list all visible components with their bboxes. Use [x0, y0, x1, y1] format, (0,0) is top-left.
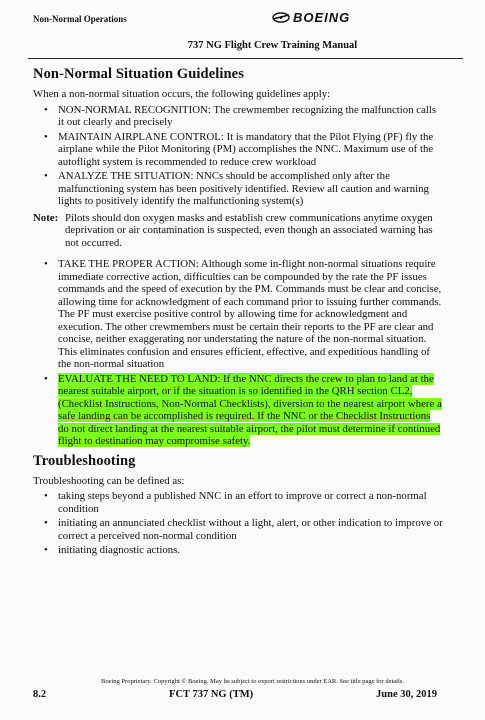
list-item-text: initiating diagnostic actions. [58, 544, 181, 556]
troubleshooting-heading: Troubleshooting [33, 452, 136, 469]
boeing-symbol-icon [271, 11, 291, 24]
boeing-wordmark: BOEING [293, 10, 351, 25]
list-item [33, 544, 443, 557]
guidelines-intro: When a non-normal situation occurs, the following guidelines apply: [33, 88, 331, 100]
bullet-icon: • [44, 103, 48, 116]
note-block [33, 212, 443, 250]
list-item-text: NON-NORMAL RECOGNITION: The crewmember recognizing the malfunction calls it out clearly and precisely [58, 103, 437, 128]
list-item-text: taking steps beyond a published NNC in an effort to improve or correct a non-normal condition [58, 490, 427, 515]
bullet-icon: • [44, 130, 48, 143]
list-item [33, 373, 443, 448]
list-item [33, 258, 443, 371]
list-item [33, 170, 443, 208]
document-code: FCT 737 NG (TM) [169, 689, 254, 700]
highlighted-list-item-text: EVALUATE THE NEED TO LAND: If the NNC directs the crew to plan to land at the nearest suitable airport, or if the situation is so identified in the QRH section CL2, (Checklist Instructions, Non-Normal Checklists), diversion to the nearest airport where a safe landing can be accomplished is required. If the NNC or the Checklist Instructions do not direct landing at the nearest suitable airport, the pilot must determine if continued flight to destination may compromise safety. [58, 372, 442, 447]
page-content [33, 66, 443, 561]
list-item-text: ANALYZE THE SITUATION: NNCs should be accomplished only after the malfunctioning system has been positively identified. Review all caution and warning lights to positively identify the malfunctioning system(s) [58, 170, 429, 207]
footer-legal: Boeing Proprietary. Copyright © Boeing. May be subject to export restrictions under EAR. See title page for details. [101, 678, 404, 685]
list-item [33, 490, 443, 515]
manual-title: 737 NG Flight Crew Training Manual [187, 40, 358, 51]
footer [33, 689, 437, 700]
bullet-icon: • [44, 170, 48, 182]
page-number: 8.2 [33, 689, 47, 700]
bullet-icon: • [44, 372, 48, 385]
list-item-text: initiating an annunciated checklist without a light, alert, or other indication to improve or correct a perceived non-normal condition [58, 517, 443, 542]
header-divider [28, 58, 463, 59]
guidelines-list-b [33, 258, 443, 448]
troubleshooting-intro: Troubleshooting can be defined as: [33, 474, 185, 487]
section-header: Non-Normal Operations [33, 14, 127, 24]
list-item [33, 517, 443, 542]
bullet-icon: • [44, 517, 48, 529]
list-item [33, 131, 443, 169]
bullet-icon: • [44, 490, 48, 502]
note-text: Pilots should don oxygen masks and establish crew communications anytime oxygen deprivation or air contamination is suspected, even though an associated warning has not occurred. [65, 211, 433, 249]
troubleshooting-list [33, 490, 443, 557]
guidelines-heading: Non-Normal Situation Guidelines [33, 66, 244, 82]
guidelines-list-a [33, 104, 443, 208]
bullet-icon: • [44, 258, 48, 270]
list-item [33, 104, 443, 129]
list-item-text: TAKE THE PROPER ACTION: Although some in-flight non-normal situations require immediate corrective action, difficulties can be compounded by the rate the PF issues commands and the speed of execution by the PM. Commands must be clear and concise, allowing time for acknowledgment of each command prior to issuing further commands. The PF must exercise positive control by allowing time for acknowledgment and execution. The other crewmembers must be certain their reports to the PF are clear and concise, neither exaggerating nor understating the nature of the non-normal situation. This eliminates confusion and ensures efficient, effective, and expeditious handling of the non-normal situation [58, 258, 442, 370]
revision-date: June 30, 2019 [376, 689, 437, 700]
bullet-icon: • [44, 544, 48, 556]
note-label: Note: [33, 211, 59, 224]
boeing-logo [271, 10, 350, 25]
list-item-text: MAINTAIN AIRPLANE CONTROL: It is mandatory that the Pilot Flying (PF) fly the airplane while the Pilot Monitoring (PM) accomplishes the NNC. Maximum use of the autoflight system is recommended to reduce crew workload [58, 130, 434, 168]
